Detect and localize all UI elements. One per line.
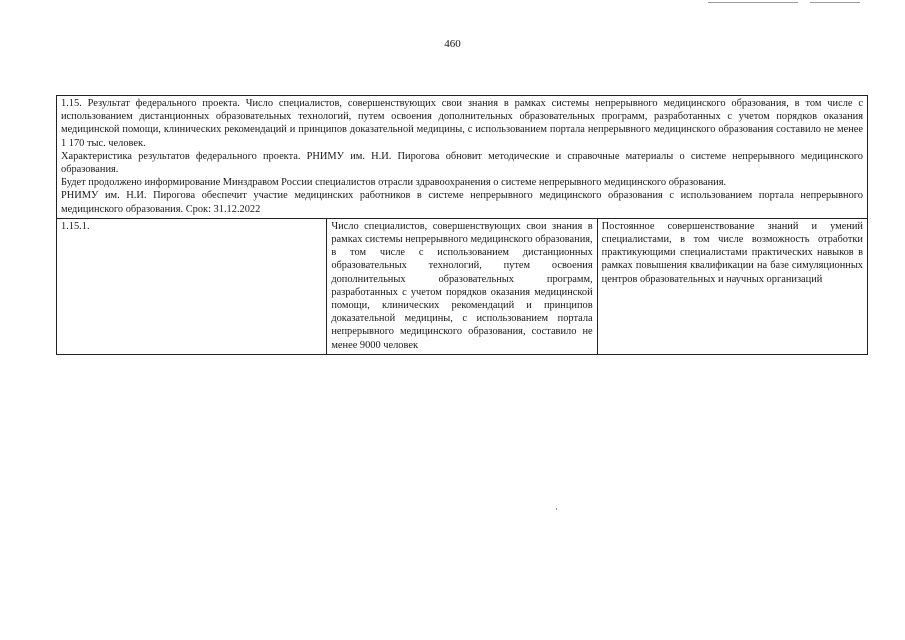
section-result-paragraph: 1.15. Результат федерального проекта. Число специалистов, совершенствующих свои знания в рамках системы непрерывного медицинского образования, в том числе с использованием дистанционных образовательных технологий, путем освоения дополнительных образовательных программ, разработанных с учетом порядков оказания медицинской помощи, клинических рекомендаций и принципов доказательной медицины, с использованием портала непрерывного медицинского образования составило не менее 1 170 тыс. человек.	[61, 98, 863, 149]
scan-speck	[556, 508, 557, 510]
section-cell	[57, 96, 868, 219]
section-row	[57, 96, 868, 219]
scan-edge-mark	[708, 2, 798, 3]
section-characteristic-paragraph: Характеристика результатов федерального проекта. РНИМУ им. Н.И. Пирогова обновит методические и справочные материалы о системе непрерывного медицинского образования.	[61, 150, 863, 176]
description-cell: Постоянное совершенствование знаний и умений специалистами, в том числе возможность отработки практикующими специалистами практических навыков в рамках повышения квалификации на базе симуляционных центров образовательных и научных организаций	[597, 218, 867, 354]
table-row	[57, 218, 868, 354]
page-number: 460	[444, 38, 461, 50]
row-number-cell: 1.15.1.	[57, 218, 327, 354]
results-table	[56, 95, 868, 355]
section-informing-paragraph: Будет продолжено информирование Минздравом России специалистов отрасли здравоохранения о системе непрерывного медицинского образования.	[61, 177, 727, 189]
section-participation-paragraph: РНИМУ им. Н.И. Пирогова обеспечит участие медицинских работников в системе непрерывного медицинского образования с использованием портала непрерывного медицинского образования. Срок: 31.12.2022	[61, 190, 863, 215]
indicator-cell: Число специалистов, совершенствующих свои знания в рамках системы непрерывного медицинского образования, в том числе с использованием дистанционных образовательных технологий, путем освоения дополнительных образовательных программ, разработанных с учетом порядков оказания медицинской помощи, клинических рекомендаций и принципов доказательной медицины, с использованием портала непрерывного медицинского образования, составило не менее 9000 человек	[327, 218, 597, 354]
scan-edge-mark	[810, 2, 860, 3]
